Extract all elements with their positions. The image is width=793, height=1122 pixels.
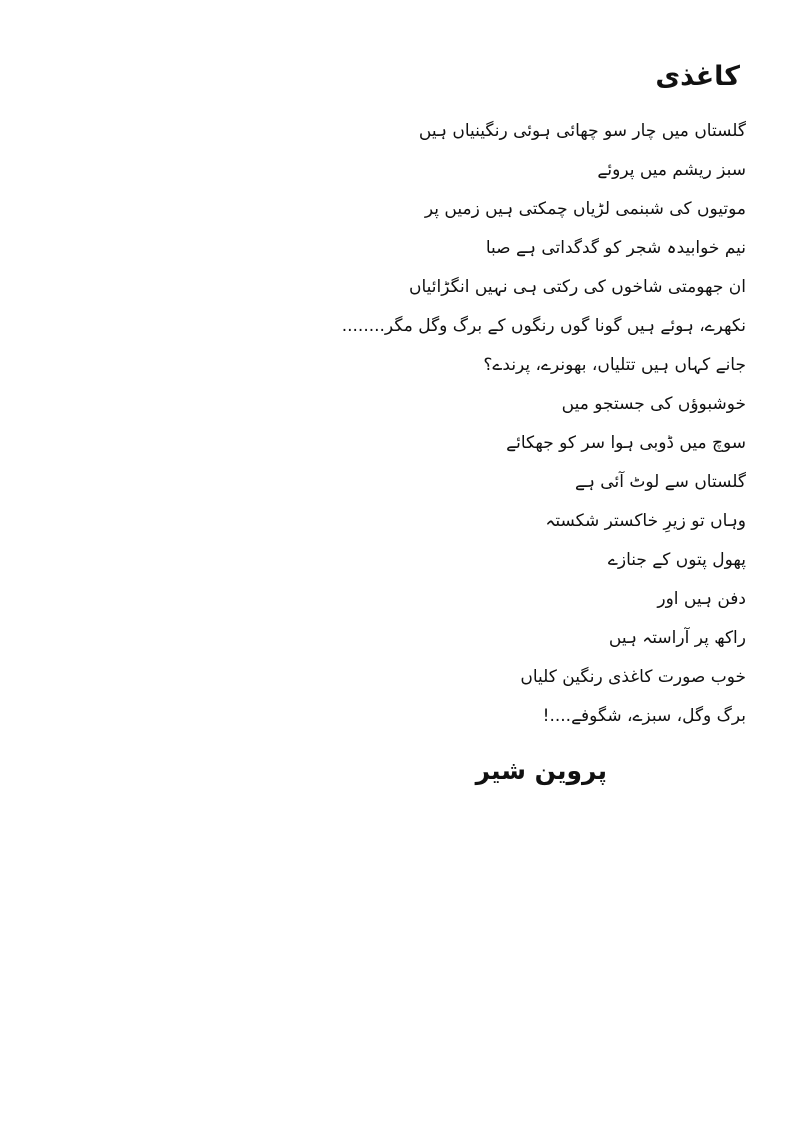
- poem-line: موتیوں کی شبنمی لڑیاں چمکتی ہیں زمیں پر: [424, 199, 746, 219]
- poem-line: دفن ہیں اور: [657, 589, 746, 609]
- poem-line: سبز ریشم میں پروئے: [597, 160, 746, 180]
- poem-title: کاغذی: [655, 61, 740, 92]
- poem-line: ان جھومتی شاخوں کی رکتی ہی نہیں انگڑائیاں: [409, 277, 746, 297]
- poem-line: پھول پتوں کے جنازے: [607, 550, 746, 570]
- poem-line: برگ وگل، سبزے، شگوفے....!: [542, 706, 746, 726]
- poem-line: گلستاں سے لوٹ آئی ہے: [574, 472, 746, 492]
- poem-body: [326, 112, 746, 736]
- poem-line: راکھ پر آراستہ ہیں: [608, 628, 746, 648]
- poem-line: خوب صورت کاغذی رنگین کلیاں: [520, 667, 746, 687]
- poem-line: وہاں تو زیرِ خاکستر شکستہ: [545, 511, 746, 531]
- poem-line: سوچ میں ڈوبی ہوا سر کو جھکائے: [506, 433, 746, 453]
- author-name: پروین شیر: [475, 756, 607, 785]
- poem-line: نیم خوابیدہ شجر کو گدگداتی ہے صبا: [485, 238, 746, 258]
- poem-line: نکھرے، ہوئے ہیں گونا گوں رنگوں کے برگ وگل مگر........: [341, 316, 746, 336]
- poem-line: خوشبوؤں کی جستجو میں: [561, 394, 746, 414]
- poem-line: گلستاں میں چار سو چھائی ہوئی رنگینیاں ہیں: [418, 121, 746, 141]
- poem-line: جانے کہاں ہیں تتلیاں، بھونرے، پرندے؟: [483, 355, 746, 375]
